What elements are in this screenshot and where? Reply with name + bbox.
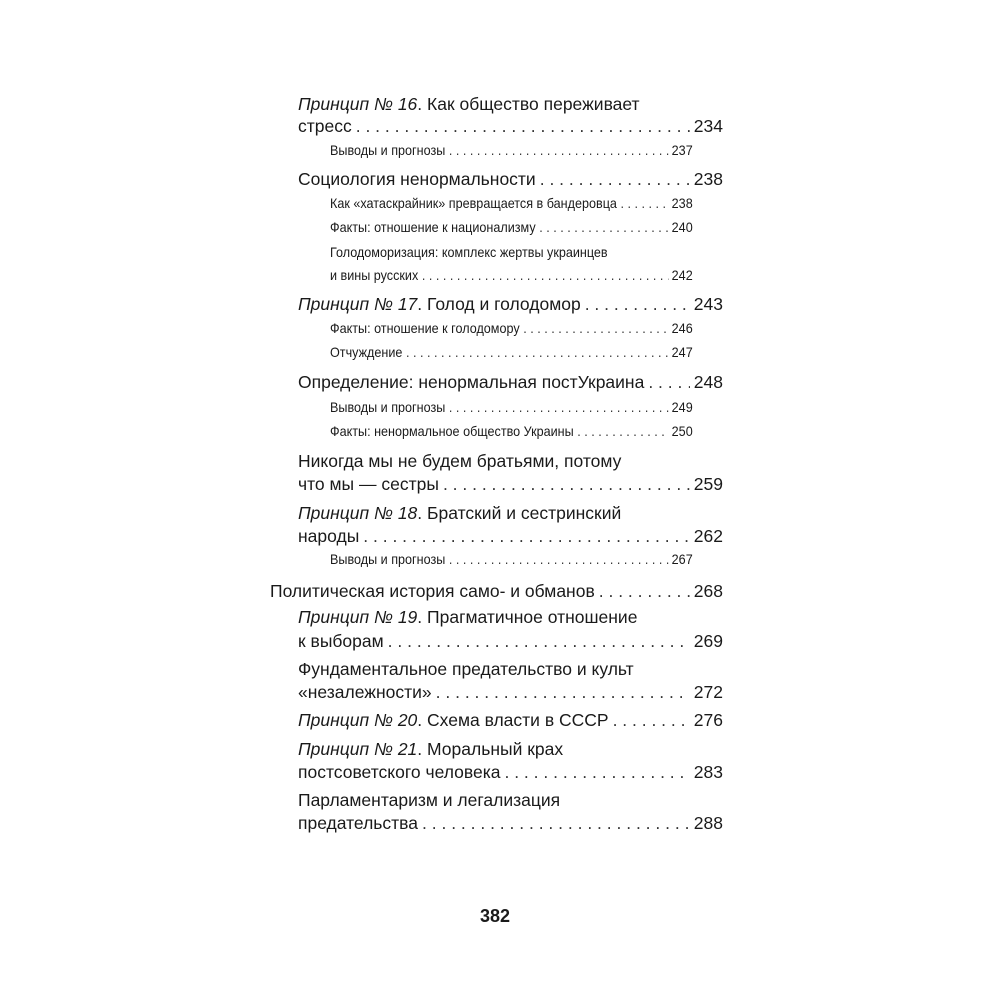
page-ref: 234 [693,116,723,136]
toc-entry-title: стресс [298,116,352,136]
toc-entry-title: Факты: отношение к национализму [330,219,536,235]
toc-entry-line [298,451,621,472]
dot-leader [422,267,668,283]
toc-entry-title: что мы — сестры [298,474,439,494]
toc-entry-title: . Братский и сестринский [417,503,622,523]
toc-entry-line [298,813,723,834]
page-ref: 259 [693,474,723,494]
page-ref: 250 [671,423,693,439]
page-ref: 237 [671,142,693,158]
dot-leader [621,195,669,211]
toc-subentry [330,423,693,439]
page-ref: 272 [693,682,723,702]
principle-number: Принцип № 18 [298,503,418,523]
toc-subentry [330,344,693,360]
toc-entry-line [298,607,637,628]
toc-entry-title: к выборам [298,631,384,651]
page-number: 382 [479,906,511,926]
dot-leader [577,423,668,439]
dot-leader [363,526,690,547]
page-ref: 238 [671,195,693,211]
page-ref: 267 [671,551,693,567]
toc-entry-line [298,631,723,652]
dot-leader [449,399,668,415]
toc-entry-title: Политическая история само- и обманов [270,581,595,601]
toc-entry-line [298,710,723,731]
page-ref: 240 [671,219,693,235]
toc-entry-title: . Прагматичное отношение [417,607,638,627]
toc-entry-line [298,790,560,811]
page-ref: 276 [693,710,723,730]
toc-subentry [330,551,693,567]
dot-leader [406,344,668,360]
page-ref: 268 [693,581,723,601]
dot-leader [648,372,689,393]
toc-entry-line [298,94,640,115]
principle-number: Принцип № 17 [298,294,418,314]
page-ref: 262 [693,526,723,546]
toc-entry-line [298,659,634,680]
page-ref: 243 [693,294,723,314]
principle-number: Принцип № 21 [298,739,418,759]
toc-entry-title: Как «хатаскрайник» превращается в бандеровца [330,195,617,211]
toc-entry-line [298,474,723,495]
dot-leader [449,142,668,158]
toc-section-heading [270,581,723,602]
page-ref: 246 [671,320,693,336]
toc-entry-title: Социология ненормальности [298,169,536,189]
toc-entry-title: Голодоморизация: комплекс жертвы украинцев [330,244,608,260]
dot-leader [422,813,690,834]
toc-entry-title: Выводы и прогнозы [330,399,446,415]
toc-entry-title: постсоветского человека [298,762,501,782]
page-ref: 248 [693,372,723,392]
toc-entry-title: . Как общество переживает [417,94,640,114]
toc-subentry [330,267,693,283]
toc-entry-title: . Голод и голодомор [417,294,581,314]
dot-leader [539,219,668,235]
toc-entry-title: предательства [298,813,419,833]
toc-entry-title: Фундаментальное предательство и культ [298,659,634,679]
toc-entry-title: Выводы и прогнозы [330,551,446,567]
toc-entry-line [298,762,723,783]
dot-leader [443,474,690,495]
page-ref: 247 [671,344,693,360]
page-ref: 249 [671,399,693,415]
principle-number: Принцип № 19 [298,607,418,627]
toc-entry-title: Выводы и прогнозы [330,142,446,158]
toc-entry-title: и вины русских [330,267,419,283]
toc-entry-title: Никогда мы не будем братьями, потому [298,451,622,471]
toc-entry-title: . Моральный крах [417,739,564,759]
dot-leader [504,762,689,783]
toc-subentry [330,320,693,336]
page-ref: 288 [693,813,723,833]
toc-entry-line [298,526,723,547]
toc-entry-title: Факты: отношение к голодомору [330,320,520,336]
toc-subentry [330,244,608,260]
page-ref: 242 [671,267,693,283]
toc-entry-title: народы [298,526,360,546]
toc-entry-line [298,116,723,137]
toc-subentry [330,219,693,235]
toc-entry-title: Определение: ненормальная постУкраина [298,372,645,392]
toc-entry-title: «незалежности» [298,682,432,702]
toc-entry-line [298,372,723,393]
toc-entry-title: Отчуждение [330,344,403,360]
toc-entry-title: Парламентаризм и легализация [298,790,561,810]
dot-leader [388,631,690,652]
dot-leader [540,169,690,190]
dot-leader [613,710,690,731]
principle-number: Принцип № 16 [298,94,418,114]
toc-entry-line [298,169,723,190]
toc-entry-line [298,682,723,703]
page-ref: 283 [693,762,723,782]
toc-entry-line [298,294,723,315]
toc-subentry [330,399,693,415]
toc-entry-line [298,503,621,524]
page-ref: 269 [693,631,723,651]
toc-entry-title: . Схема власти в СССР [417,710,609,730]
dot-leader [523,320,668,336]
dot-leader [436,682,690,703]
page-ref: 238 [693,169,723,189]
principle-number: Принцип № 20 [298,710,418,730]
dot-leader [599,581,690,602]
dot-leader [449,551,668,567]
dot-leader [585,294,690,315]
toc-entry-title: Факты: ненормальное общество Украины [330,423,574,439]
dot-leader [356,116,690,137]
toc-subentry [330,142,693,158]
toc-entry-line [298,739,563,760]
toc-subentry [330,195,693,211]
